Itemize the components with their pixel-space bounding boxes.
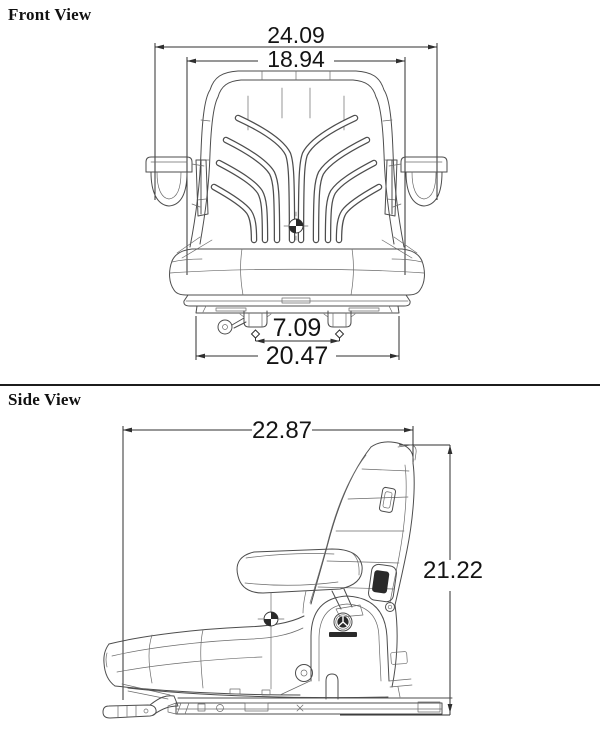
- dim-backrest-width-value: 18.94: [267, 46, 325, 72]
- side-rails: [168, 698, 452, 714]
- side-view-drawing: [0, 385, 600, 736]
- brand-logo-icon: [334, 613, 352, 631]
- center-of-gravity-icon: [284, 212, 308, 240]
- side-armrest: [237, 549, 363, 617]
- dim-overall-width-value: 24.09: [267, 22, 325, 48]
- dim-base-width-value: 20.47: [265, 342, 329, 370]
- side-frame-linkage: [128, 665, 388, 700]
- front-armrest-right: [385, 157, 447, 216]
- side-view-label: Side View: [8, 390, 82, 409]
- dim-overall-depth-value: 22.87: [251, 417, 313, 444]
- center-of-gravity-icon-side: [258, 593, 284, 689]
- front-view-label: Front View: [8, 5, 92, 24]
- side-seat-cushion: [104, 616, 304, 699]
- side-dimension-overall-height: [340, 445, 483, 715]
- dim-mount-spacing-value: 7.09: [272, 314, 322, 342]
- side-seat-backrest: [310, 442, 416, 612]
- brand-wordmark: [329, 632, 357, 637]
- side-dimension-overall-depth: [123, 417, 413, 700]
- front-dimension-mount-spacing: [252, 314, 344, 343]
- front-seat-cushion: [170, 237, 425, 295]
- dim-overall-height-value: 21.22: [422, 557, 484, 584]
